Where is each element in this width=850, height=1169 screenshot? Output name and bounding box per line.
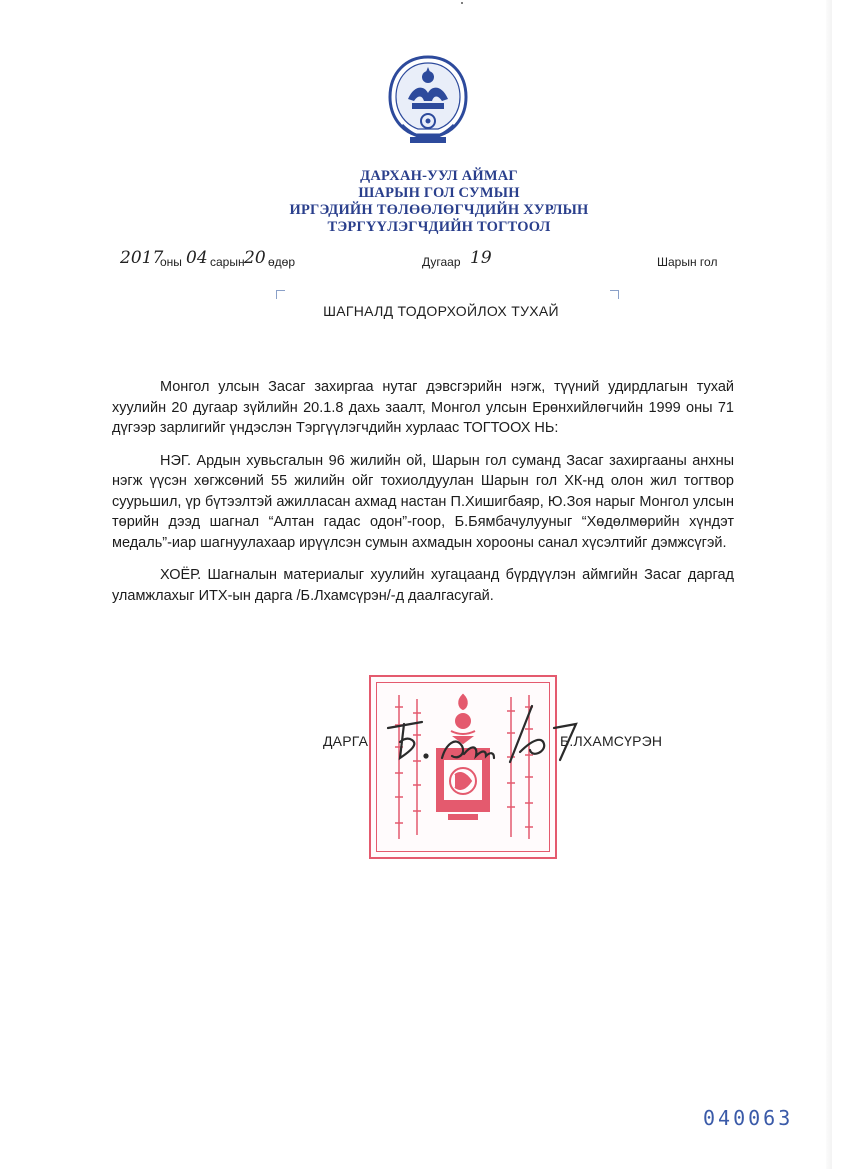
number-label: Дугаар — [422, 255, 461, 269]
date-month-handwritten: 04 — [186, 248, 208, 268]
date-day-handwritten: 20 — [244, 248, 266, 268]
title-bracket-right — [610, 290, 619, 299]
document-header — [0, 168, 850, 236]
signatory-name: Б.ЛХАМСҮРЭН — [560, 733, 663, 749]
number-handwritten: 19 — [470, 248, 492, 268]
paragraph-one: НЭГ. Ардын хувьсгалын 96 жилийн ой, Шарын гол суманд Засаг захиргааны анхны нэгж үүсэн хөгжсөний 55 жилийн ойг тохиолдуулан Шарын гол ХК-нд олон жил тогтвор суурьшил, үр бүтээлтэй ажилласан ахмад настан П.Хишигбаяр, Ю.Зоя нарыг Монгол улсын төрийн дээд шагнал “Алтан гадас одон”-гоор, Б.Бямбачулууныг “Хөдөлмөрийн хүндэт медаль”-иар шагнуулахаар ирүүлсэн сумын ахмадын хорооны санал хүсэлтийг дэмжсүгэй. — [112, 452, 734, 551]
header-line-sum: ШАРЫН ГОЛ СУМЫН — [358, 185, 520, 201]
document-title: ШАГНАЛД ТОДОРХОЙЛОХ ТУХАЙ — [323, 303, 559, 319]
date-day-label: өдөр — [268, 255, 296, 269]
title-bracket-left — [276, 290, 285, 299]
state-emblem-icon — [388, 55, 468, 147]
paragraph-preamble: Монгол улсын Засаг захиргаа нутаг дэвсгэрийн нэгж, түүний удирдлагын тухай хуулийн 20 дугаар зүйлийн 20.1.8 дахь заалт, Монгол улсын Ерөнхийлөгчийн 1999 оны 71 дүгээр зарлигийг үндэслэн Тэргүүлэгчдийн хурлаас ТОГТООХ НЬ: — [112, 379, 734, 436]
date-year-handwritten: 2017 — [120, 248, 164, 268]
place-name: Шарын гол — [657, 255, 718, 269]
date-month-label: сарын — [210, 255, 245, 269]
handwritten-signature-icon — [382, 700, 582, 770]
header-line-resolution: ТЭРГҮҮЛЭГЧДИЙН ТОГТООЛ — [327, 219, 551, 235]
document-body — [112, 377, 734, 618]
signatory-position: ДАРГА — [323, 733, 369, 749]
date-year-label: оны — [160, 255, 182, 269]
document-number — [422, 248, 542, 269]
serial-number: 040063 — [703, 1106, 794, 1130]
header-line-khural: ИРГЭДИЙН ТӨЛӨӨЛӨГЧДИЙН ХУРЛЫН — [289, 202, 589, 218]
header-line-aimag: ДАРХАН-УУЛ АЙМАГ — [360, 168, 518, 184]
paragraph-two: ХОЁР. Шагналын материалыг хуулийн хугацаанд бүрдүүлэн аймгийн Засаг даргад уламжлахыг ИТХ-ын дарга /Б.Лхамсүрэн/-д даалгасугай. — [112, 567, 734, 604]
scan-speck — [461, 2, 463, 4]
